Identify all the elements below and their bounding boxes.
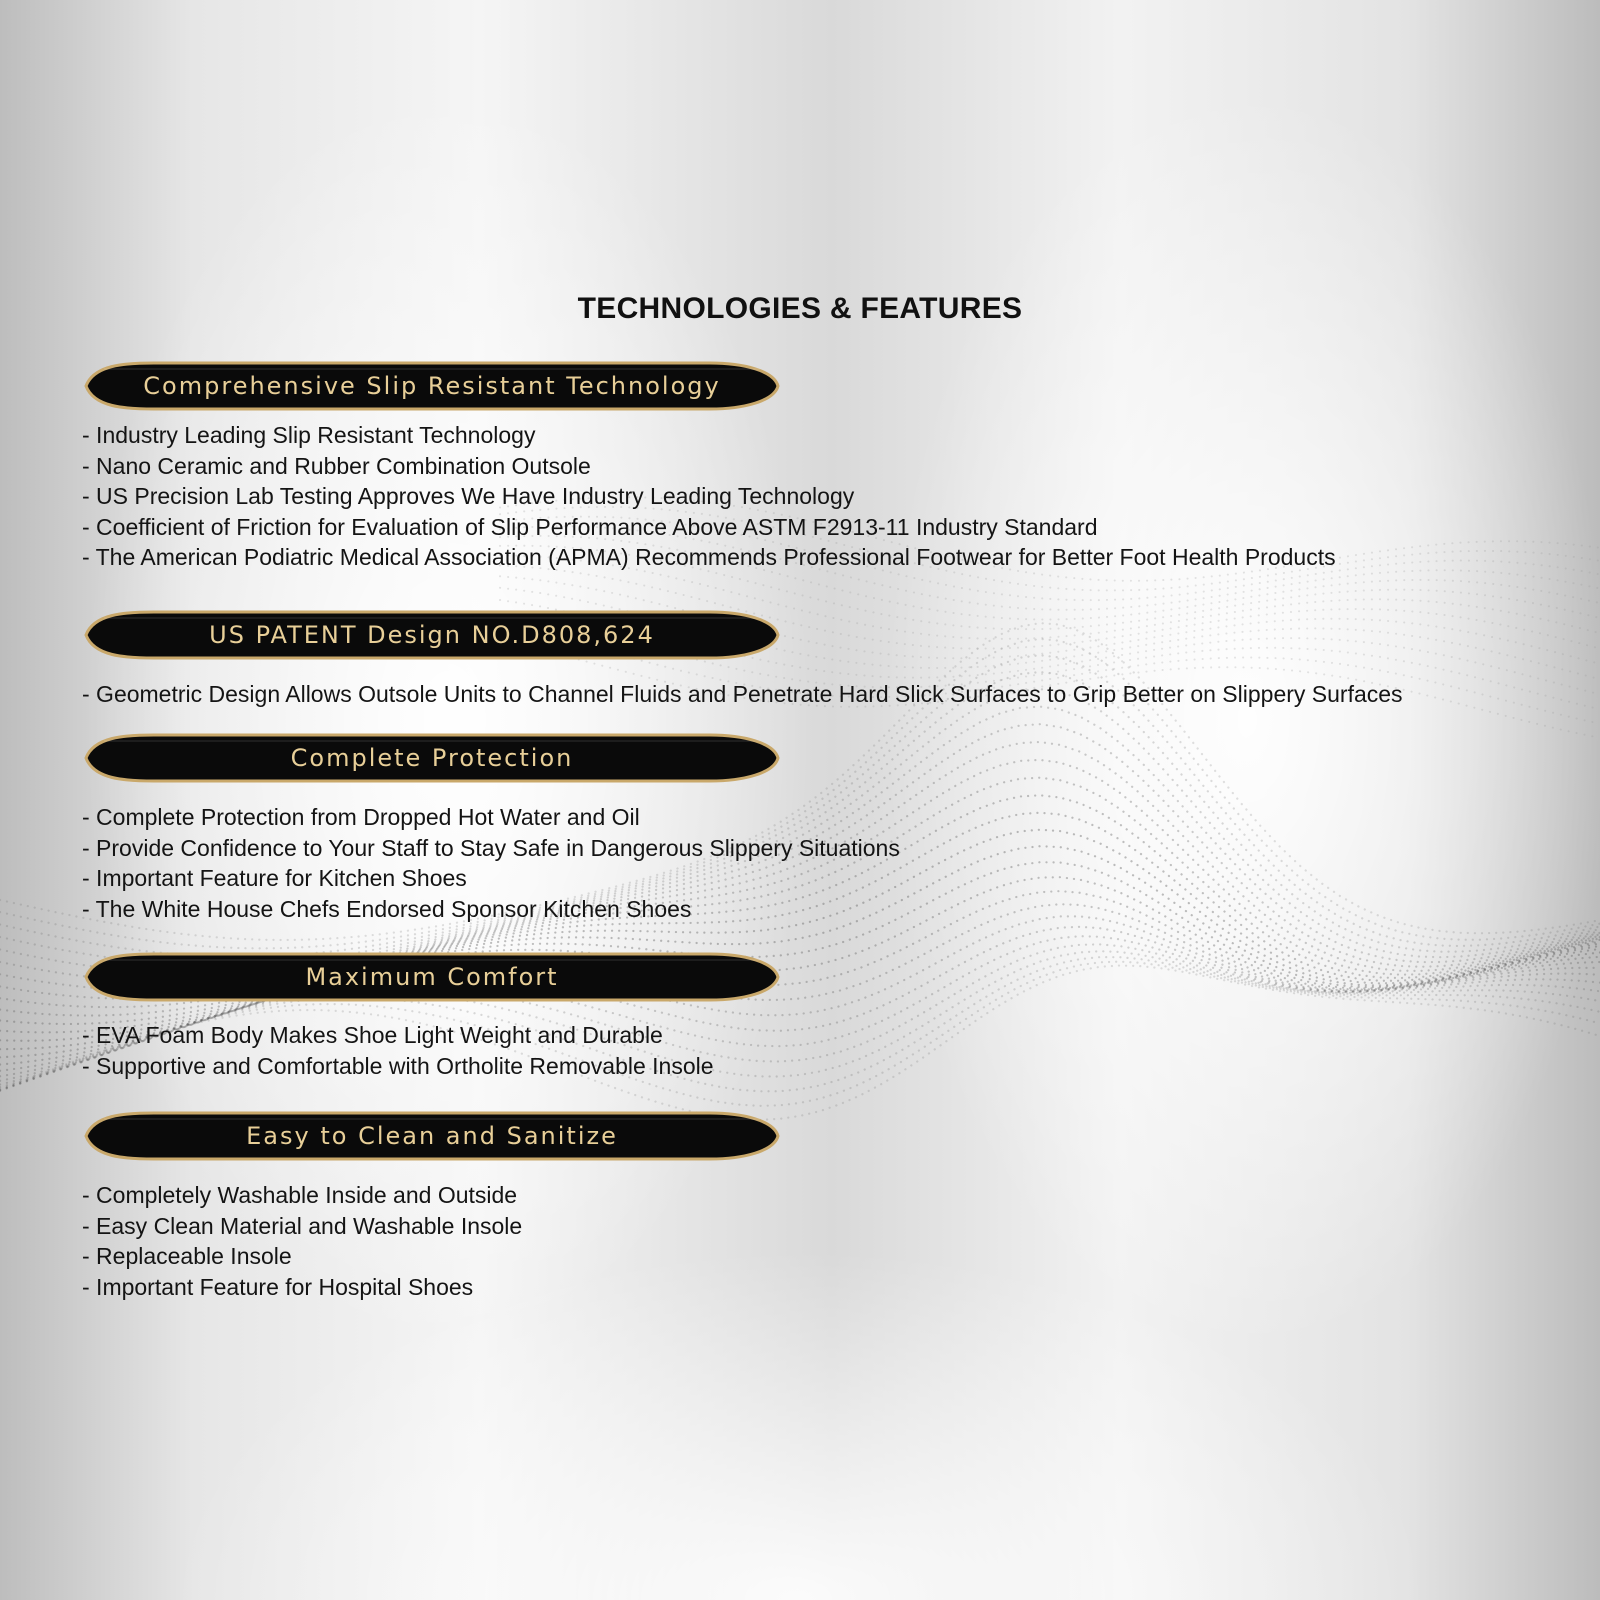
list-item: - Completely Washable Inside and Outside xyxy=(82,1182,518,1208)
banner-us-patent xyxy=(84,610,780,660)
list-item: - Replaceable Insole xyxy=(82,1243,292,1269)
bullet-list-slip-resistant xyxy=(82,420,1336,573)
list-item: - The American Podiatric Medical Association (APMA) Recommends Professional Footwear for Better Foot Health Products xyxy=(82,544,1336,570)
list-item: - Provide Confidence to Your Staff to Stay Safe in Dangerous Slippery Situations xyxy=(82,834,900,861)
banner-label: Maximum Comfort xyxy=(305,963,559,991)
banner-label: Complete Protection xyxy=(290,744,574,772)
banner-label: US PATENT Design NO.D808,624 xyxy=(209,621,655,649)
page-title: TECHNOLOGIES & FEATURES xyxy=(577,292,1023,325)
list-item: - EVA Foam Body Makes Shoe Light Weight and Durable xyxy=(82,1022,663,1048)
bullet-list-maximum-comfort xyxy=(82,1020,714,1081)
bullet-list-us-patent xyxy=(82,679,1403,710)
list-item: - Complete Protection from Dropped Hot Water and Oil xyxy=(82,804,640,830)
bullet-list-easy-clean xyxy=(82,1180,522,1302)
list-item: - Important Feature for Kitchen Shoes xyxy=(82,865,467,891)
list-item: - US Precision Lab Testing Approves We Have Industry Leading Technology xyxy=(82,483,855,509)
banner-label: Comprehensive Slip Resistant Technology xyxy=(143,372,721,400)
list-item: - Coefficient of Friction for Evaluation of Slip Performance Above ASTM F2913-11 Industry Standard xyxy=(82,513,1098,540)
list-item: - Easy Clean Material and Washable Insole xyxy=(82,1212,523,1239)
list-item: - Industry Leading Slip Resistant Technology xyxy=(82,422,536,448)
list-item: - Nano Ceramic and Rubber Combination Outsole xyxy=(82,452,591,479)
list-item: - The White House Chefs Endorsed Sponsor Kitchen Shoes xyxy=(82,895,692,922)
bullet-list-complete-protection xyxy=(82,802,900,924)
banner-complete-protection xyxy=(84,733,780,783)
list-item: - Important Feature for Hospital Shoes xyxy=(82,1273,474,1300)
banner-slip-resistant xyxy=(84,361,780,411)
list-item: - Supportive and Comfortable with Ortholite Removable Insole xyxy=(82,1052,714,1079)
banner-maximum-comfort xyxy=(84,952,780,1002)
banner-easy-clean xyxy=(84,1111,780,1161)
banner-label: Easy to Clean and Sanitize xyxy=(246,1122,618,1150)
list-item: - Geometric Design Allows Outsole Units to Channel Fluids and Penetrate Hard Slick Surfaces to Grip Better on Slippery Surfaces xyxy=(82,681,1403,707)
